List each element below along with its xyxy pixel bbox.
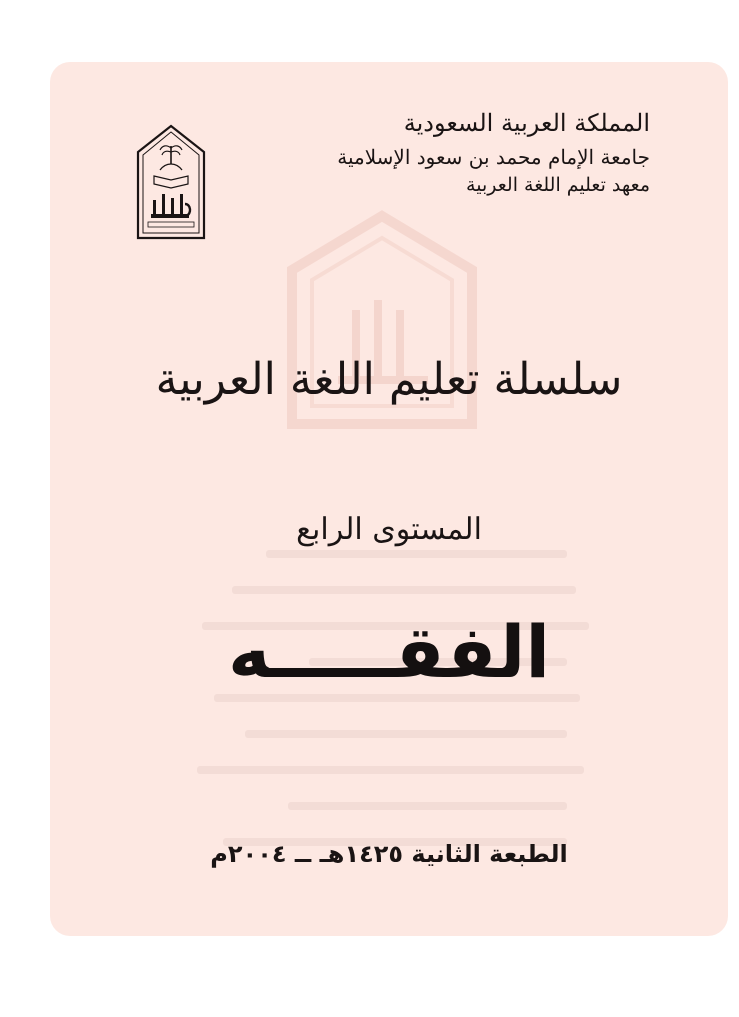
institution-header: [320, 110, 650, 196]
header-institute: معهد تعليم اللغة العربية: [466, 173, 650, 196]
university-emblem-icon: [136, 124, 206, 240]
header-university: جامعة الإمام محمد بن سعود الإسلامية: [337, 144, 650, 169]
header-country: المملكة العربية السعودية: [403, 109, 650, 137]
bleed-through-texture: [180, 522, 610, 936]
edition-line: الطبعة الثانية ١٤٢٥هـ ــ ٢٠٠٤م: [210, 840, 568, 868]
level-title: المستوى الرابع: [296, 512, 482, 547]
series-title: سلسلة تعليم اللغة العربية: [155, 354, 623, 405]
subject-title: الفقـــــه: [227, 610, 551, 694]
book-cover: [50, 62, 728, 936]
